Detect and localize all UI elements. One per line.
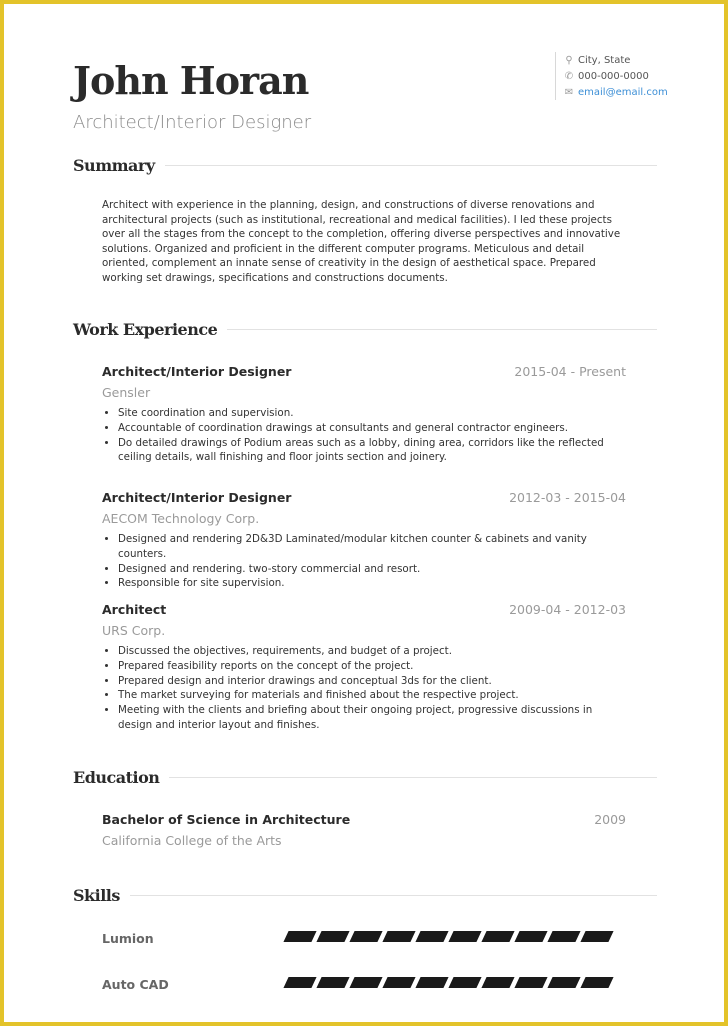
job-company: URS Corp. — [102, 623, 166, 638]
skill-level-segment — [382, 977, 415, 988]
skill-level-segment — [547, 931, 580, 942]
skill-level-segment — [349, 977, 382, 988]
skill-level-segment — [448, 931, 481, 942]
job-bullet: • Prepared design and interior drawings and conceptual 3ds for the client. — [118, 674, 626, 689]
job-dates: 2015-04 - Present — [514, 364, 626, 379]
job-dates: 2012-03 - 2015-04 — [509, 490, 626, 505]
contact-location — [564, 52, 668, 68]
skill-level-segment — [448, 977, 481, 988]
location-pin-icon: ⚲ — [565, 54, 573, 66]
skill-level-segment — [580, 977, 613, 988]
job-bullet: • Meeting with the clients and briefing about their ongoing project, progressive discussions in design and interior layout and finishes. — [118, 703, 626, 733]
skill-row — [102, 977, 626, 992]
job-bullets — [102, 406, 626, 465]
skill-level-segment — [580, 931, 613, 942]
job-bullet: • Do detailed drawings of Podium areas such as a lobby, dining area, corridors like the reflected ceiling details, wall finishing and floor joints section and joinery. — [118, 436, 626, 466]
skill-level-segment — [481, 931, 514, 942]
job-bullets — [102, 532, 626, 591]
job-bullet: • Prepared feasibility reports on the concept of the project. — [118, 659, 626, 674]
job-bullet: • Responsible for site supervision. — [118, 576, 626, 591]
section-divider — [165, 165, 657, 166]
skill-name: Auto CAD — [102, 977, 169, 992]
resume-page — [4, 4, 724, 1022]
candidate-name: John Horan — [73, 58, 309, 103]
work-header — [73, 320, 657, 339]
section-divider — [130, 895, 657, 896]
skill-level-segment — [415, 977, 448, 988]
section-title-work: Work Experience — [73, 320, 218, 339]
email-icon: ✉ — [564, 86, 574, 98]
job-company: AECOM Technology Corp. — [102, 511, 260, 526]
job-company: Gensler — [102, 385, 151, 400]
job-entry — [102, 364, 626, 465]
education-year: 2009 — [594, 812, 626, 827]
job-title: Architect/Interior Designer — [102, 364, 292, 379]
skill-level-segment — [283, 931, 316, 942]
summary-header — [73, 156, 657, 175]
skill-level-segment — [415, 931, 448, 942]
job-title: Architect/Interior Designer — [102, 490, 292, 505]
skill-level-segment — [514, 931, 547, 942]
job-bullet: • Site coordination and supervision. — [118, 406, 626, 421]
job-dates: 2009-04 - 2012-03 — [509, 602, 626, 617]
job-entry — [102, 602, 626, 733]
job-bullet: • Discussed the objectives, requirements, and budget of a project. — [118, 644, 626, 659]
contact-block — [555, 52, 668, 100]
skill-level-segment — [514, 977, 547, 988]
job-bullet: • Designed and rendering 2D&3D Laminated/modular kitchen counter & cabinets and vanity counters. — [118, 532, 626, 562]
skill-level-segment — [316, 931, 349, 942]
contact-phone-text: 000-000-0000 — [578, 70, 649, 82]
job-bullets — [102, 644, 626, 733]
contact-email-link[interactable]: email@email.com — [578, 86, 668, 98]
section-title-skills: Skills — [73, 886, 120, 905]
skill-level-segment — [481, 977, 514, 988]
contact-phone — [564, 68, 668, 84]
skill-level-bar — [286, 931, 616, 942]
job-bullet: • The market surveying for materials and finished about the respective project. — [118, 688, 626, 703]
candidate-title: Architect/Interior Designer — [73, 112, 312, 133]
phone-icon: ✆ — [564, 70, 574, 82]
job-entry — [102, 490, 626, 591]
education-header — [73, 768, 657, 787]
section-divider — [169, 777, 657, 778]
job-bullet: • Accountable of coordination drawings at consultants and general contractor engineers. — [118, 421, 626, 436]
skill-row — [102, 931, 626, 946]
skill-name: Lumion — [102, 931, 154, 946]
section-title-education: Education — [73, 768, 160, 787]
skill-level-segment — [283, 977, 316, 988]
job-bullet: • Designed and rendering. two-story commercial and resort. — [118, 562, 626, 577]
school-name: California College of the Arts — [102, 833, 282, 848]
education-entry — [102, 812, 626, 848]
section-divider — [227, 329, 657, 330]
summary-text: Architect with experience in the planning, design, and constructions of diverse renovations and architectural projects (such as institutional, recreational and medical facilities). I led these projects over all the stages from the concept to the completion, offering diverse perspectives and innovative solutions. Organized and proficient in the different computer programs. Meticulous and detail oriented, complement an innate sense of creativity in the design of aesthetical space. Prepared working set drawings, specifications and constructions documents. — [102, 199, 621, 284]
job-title: Architect — [102, 602, 167, 617]
skills-header — [73, 886, 657, 905]
skill-level-segment — [382, 931, 415, 942]
contact-location-text: City, State — [578, 54, 631, 66]
contact-email[interactable] — [564, 84, 668, 100]
skill-level-bar — [286, 977, 616, 988]
degree-title: Bachelor of Science in Architecture — [102, 812, 351, 827]
skill-level-segment — [349, 931, 382, 942]
skill-level-segment — [547, 977, 580, 988]
section-title-summary: Summary — [73, 156, 155, 175]
skill-level-segment — [316, 977, 349, 988]
